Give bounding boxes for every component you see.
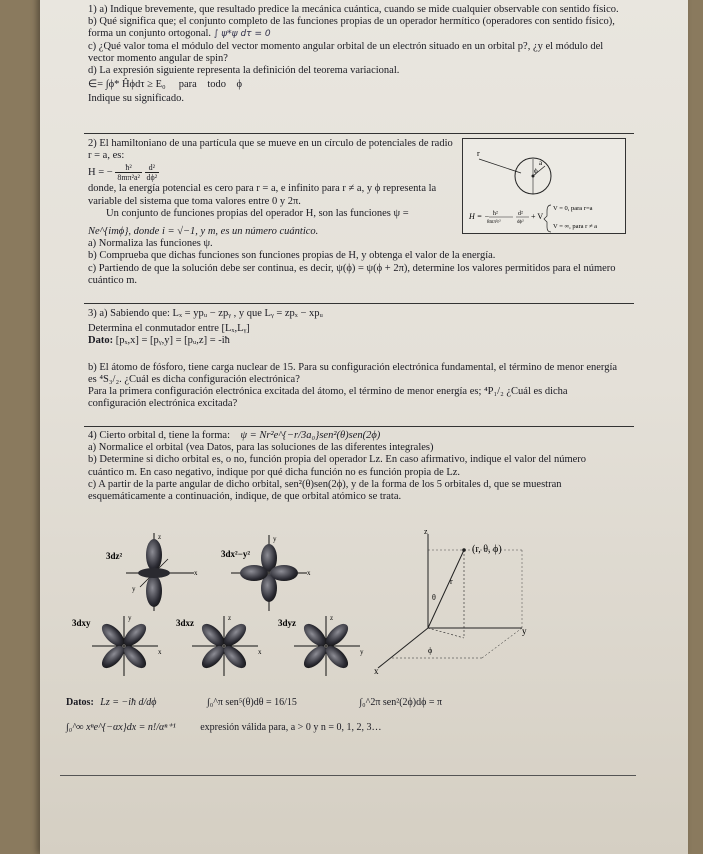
datos-int1: ∫₀^π sen⁵(θ)dθ = 16/15 <box>206 697 297 708</box>
datos-int2: ∫₀^2π sen²(2ϕ)dϕ = π <box>359 697 443 708</box>
axis-z-4: z <box>228 614 232 622</box>
h-fraction-1: $\frac{\text{ħ²}}{\text{8mπ²a²}}$ <box>117 163 140 183</box>
q1-indique: Indique su significado. <box>88 93 184 105</box>
orbital-dyz <box>278 614 364 676</box>
label-dyz: 3dyz <box>278 618 296 628</box>
question-3 <box>88 308 624 410</box>
q2-ne: Ne^{imϕ}, donde i = √−1, y m, es un número cuántico. <box>88 226 319 237</box>
q2-hamiltonian <box>88 163 456 182</box>
q4-intro <box>88 430 624 442</box>
q1-d: d) La expresión siguiente representa la definición del teorema variacional. <box>88 65 400 77</box>
datos-int3: ∫₀^∞ xⁿe^{−αx}dx = n!/αⁿ⁺¹ <box>66 722 176 733</box>
fig-r-label: r <box>477 149 480 158</box>
axis-y-5: y <box>360 648 364 656</box>
fig-a-label: a <box>539 159 543 167</box>
orbital-dz2 <box>106 533 198 611</box>
sph-point-label: (r, θ, ϕ) <box>472 544 502 555</box>
axis-z-5: z <box>330 614 334 622</box>
axis-x-3: x <box>158 648 162 656</box>
q3-datos-value: [pₓ,x] = [pᵧ,y] = [pᵤ,z] = -iħ <box>115 335 230 347</box>
sph-r: r <box>450 577 453 586</box>
q1-c: c) ¿Qué valor toma el módulo del vector momento angular orbital de un electrón situado en un orbital p?, ¿y el módulo del vector momento angular de spin? <box>88 40 604 64</box>
datos-label: Datos: <box>66 697 94 708</box>
h-fraction-2: $\frac{\text{d²}}{\text{dϕ²}}$ <box>146 163 158 183</box>
label-dx2y2: 3dx²−y² <box>221 549 251 559</box>
q4-c: c) A partir de la parte angular de dicho orbital, sen²(θ)sen(2ϕ), y de la forma de los 5 orbitales d, que se muestran esquemáticamente a continuación, indique, de que orbital atómico se trata. <box>88 478 562 503</box>
question-2-cont <box>88 226 624 287</box>
q1-handwritten-note: ∫ ψ*ψ dτ = 0 <box>213 29 271 40</box>
formula-phi: ϕ <box>236 79 243 91</box>
axis-x-4: x <box>258 648 262 656</box>
fig-vinf: V = ∞, para r ≠ a <box>553 223 598 230</box>
question-2 <box>88 138 456 220</box>
q2-b: b) Comprueba que dichas funciones son funciones propias de H, y obtenga el valor de la energía. <box>88 250 496 262</box>
q3-datos-label: Dato: <box>88 335 114 347</box>
formula-para: para <box>178 79 197 91</box>
sph-theta: θ <box>432 593 436 602</box>
divider-1 <box>84 133 634 134</box>
fig-phi-label: ϕ <box>534 167 538 175</box>
q2-conjunto: Un conjunto de funciones propias del operador H, son las funciones ψ = <box>106 207 409 219</box>
fig-plusv: + V <box>531 212 544 221</box>
q3-det: Determina el conmutador entre [Lₓ,Lᵧ] <box>88 323 250 335</box>
sph-axis-x: x <box>374 666 379 676</box>
variational-formula: ∈= ∫ϕ* Ĥϕdτ ≥ E₀ <box>88 79 166 91</box>
q2-intro: 2) El hamiltoniano de una partícula que se mueve en un círculo de potenciales de radio r = a, es: <box>88 138 453 162</box>
q4-a: a) Normalice el orbital (vea Datos, para las soluciones de las diferentes integrales) <box>88 442 434 454</box>
spherical-coordinates-figure <box>372 528 562 678</box>
fig-frac1d: 8mπ²r² <box>487 220 501 225</box>
axis-z-1: z <box>158 533 162 541</box>
fig-v0: V = 0, para r=a <box>553 205 593 212</box>
formula-todo: todo <box>207 79 227 91</box>
fig-frac2d: dϕ² <box>517 220 524 225</box>
q1-formula <box>88 79 624 91</box>
q4-b: b) Determine si dicho orbital es, o no, función propia del operador Lz. En caso afirmativo, indique el valor del número cuántico m. En caso negativo, indique por qué dicha función no es función propia de Lz. <box>88 454 587 478</box>
axis-y-2: y <box>273 535 277 543</box>
q3-b: b) El átomo de fósforo, tiene carga nuclear de 15. Para su configuración electrónica fundamental, el término de menor energía es ⁴S₃/₂. ¿Cuál es dicha configuración electrónica? <box>88 361 618 385</box>
question-1 <box>88 4 624 106</box>
label-dz2: 3dz² <box>106 551 123 561</box>
label-dxz: 3dxz <box>176 618 194 628</box>
q3-b2: Para la primera configuración electrónica excitada del átomo, el término de menor energía es; ⁴P₁/₂ ¿Cuál es dicha configuración electrónica excitada? <box>88 386 568 410</box>
datos-section-2 <box>66 722 626 733</box>
orbital-dxz <box>176 614 262 676</box>
label-dxy: 3dxy <box>72 618 91 628</box>
sph-axis-y: y <box>522 626 527 636</box>
d-orbitals-figure <box>64 528 384 678</box>
axis-x-2: x <box>307 569 311 577</box>
q2-donde: donde, la energía potencial es cero para r = a, e infinito para r ≠ a, y ϕ representa la variable del sistema que toma valores entre 0 y 2π. <box>88 183 437 207</box>
orbital-dx2y2 <box>221 535 311 611</box>
bottom-rule <box>60 775 636 776</box>
q2-a: a) Normaliza las funciones ψ. <box>88 238 213 250</box>
fig-h: H = − <box>469 212 490 221</box>
sph-phi: ϕ <box>428 646 433 655</box>
h-prefix: H = − <box>88 167 113 179</box>
q1-a: 1) a) Indique brevemente, que resultado predice la mecánica cuántica, cuando se mide cualquier observable con sentido físico. <box>88 4 619 15</box>
datos-valid: expresión válida para, a > 0 y n = 0, 1, 2, 3… <box>200 722 382 733</box>
axis-y-3: y <box>128 614 132 622</box>
sph-axis-z: z <box>424 528 428 536</box>
divider-2 <box>84 303 634 304</box>
q2-c: c) Partiendo de que la solución debe ser continua, es decir, ψ(ϕ) = ψ(ϕ + 2π), determine los valores permitidos para el número cuántico m. <box>88 262 616 286</box>
divider-3 <box>84 426 634 427</box>
datos-section <box>66 697 626 708</box>
q1-b: b) Qué significa que; el conjunto completo de las funciones propias de un operador hermítico (operadores con sentido físico), forma un conjunto ortogonal. ∫ ψ*ψ dτ = 0 <box>88 16 615 40</box>
q4-intro-text: 4) Cierto orbital d, tiene la forma: <box>88 430 230 441</box>
orbital-dxy <box>72 614 162 676</box>
q3-datos <box>88 335 624 347</box>
circle-potential-figure <box>462 138 626 234</box>
axis-y-1: y <box>132 585 136 593</box>
fig-frac1: ħ² <box>493 211 498 217</box>
fig-frac2: d² <box>518 211 523 217</box>
question-4 <box>88 430 624 503</box>
q4-psi: ψ = Nr²e^{−r/3a₀}sen²(θ)sen(2ϕ) <box>240 430 381 441</box>
axis-x-1: x <box>194 569 198 577</box>
datos-lz: Lz = −iħ d/dϕ <box>100 697 157 708</box>
q3-a: 3) a) Sabiendo que: Lₓ = ypᵤ − zpᵧ , y que Lᵧ = zpₓ − xpᵤ <box>88 308 323 319</box>
